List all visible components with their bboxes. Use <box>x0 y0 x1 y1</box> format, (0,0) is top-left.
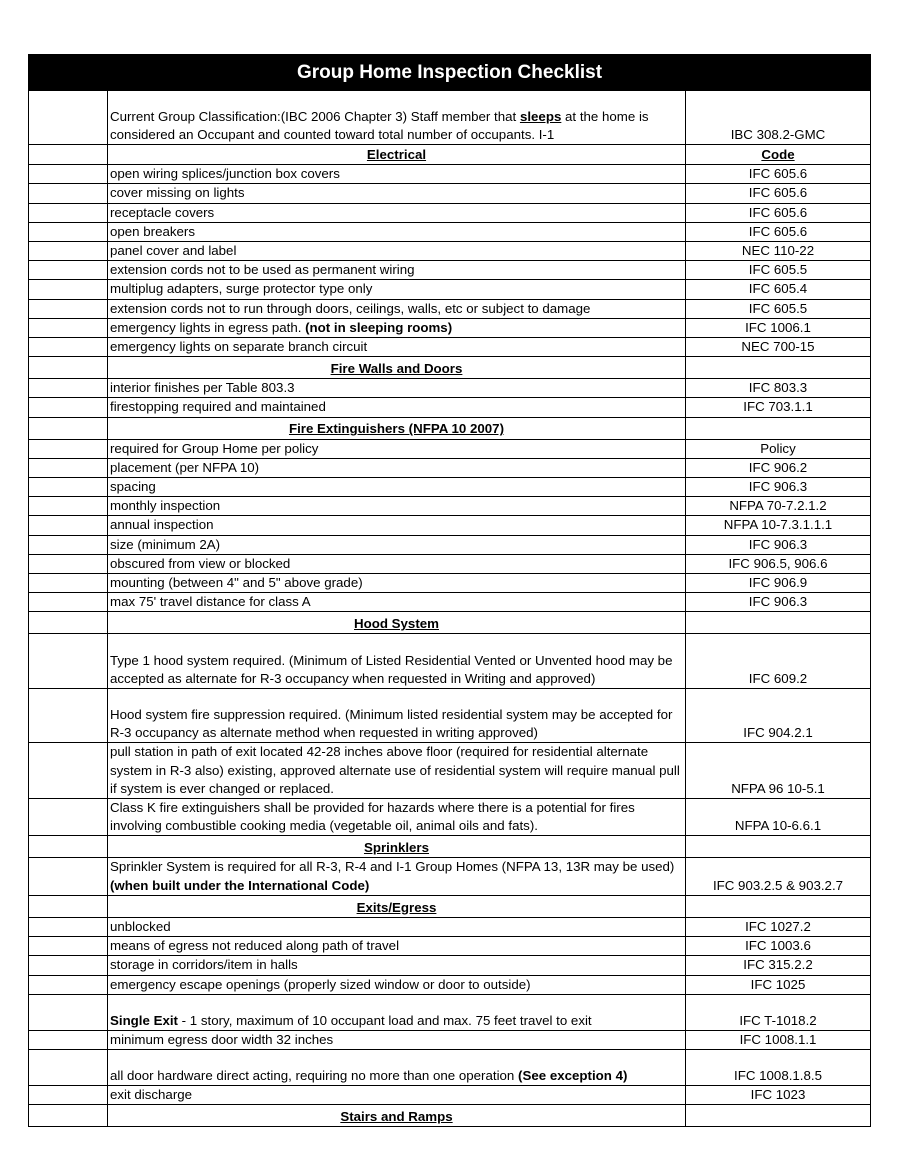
item-code: IFC 903.2.5 & 903.2.7 <box>686 858 871 895</box>
item-text: max 75' travel distance for class A <box>108 593 686 612</box>
item-code: IFC 906.3 <box>686 593 871 612</box>
table-row <box>29 975 871 994</box>
section-header-electrical <box>29 145 871 165</box>
checklist-sheet <box>28 54 871 1127</box>
item-text: multiplug adapters, surge protector type only <box>108 280 686 299</box>
item-code: IFC 605.4 <box>686 280 871 299</box>
item-text: means of egress not reduced along path of travel <box>108 937 686 956</box>
item-code: IFC 609.2 <box>686 634 871 689</box>
section-header-hood <box>29 612 871 634</box>
table-row <box>29 994 871 1030</box>
item-code: IFC 1027.2 <box>686 917 871 936</box>
extinguishers-header: Fire Extinguishers (NFPA 10 2007) <box>108 417 686 439</box>
item-text: size (minimum 2A) <box>108 535 686 554</box>
item-text: unblocked <box>108 917 686 936</box>
classification-text: Current Group Classification:(IBC 2006 Chapter 3) Staff member that sleeps at the home is considered an Occupant and counted toward total number of occupants. I-1 <box>108 91 686 145</box>
item-code: IFC 1008.1.1 <box>686 1030 871 1049</box>
table-row <box>29 535 871 554</box>
classification-code: IBC 308.2-GMC <box>686 91 871 145</box>
item-code: NFPA 10-6.6.1 <box>686 799 871 836</box>
section-header-stairs <box>29 1105 871 1127</box>
item-code: IFC 605.5 <box>686 299 871 318</box>
section-header-extinguishers <box>29 417 871 439</box>
item-text: Single Exit - 1 story, maximum of 10 occupant load and max. 75 feet travel to exit <box>108 994 686 1030</box>
table-row <box>29 689 871 743</box>
item-text: exit discharge <box>108 1085 686 1104</box>
item-text: monthly inspection <box>108 497 686 516</box>
item-text: spacing <box>108 478 686 497</box>
table-row <box>29 937 871 956</box>
item-text: emergency escape openings (properly sized window or door to outside) <box>108 975 686 994</box>
item-text: Sprinkler System is required for all R-3, R-4 and I-1 Group Homes (NFPA 13, 13R may be used) (when built under the International Code) <box>108 858 686 895</box>
item-text: open breakers <box>108 222 686 241</box>
exits-header: Exits/Egress <box>108 895 686 917</box>
table-row <box>29 1085 871 1104</box>
item-code: NFPA 70-7.2.1.2 <box>686 497 871 516</box>
item-code: IFC T-1018.2 <box>686 994 871 1030</box>
item-text: Type 1 hood system required. (Minimum of Listed Residential Vented or Unvented hood may be accepted as alternate for R-3 occupancy when requested in Writing and approved) <box>108 634 686 689</box>
item-code: IFC 906.5, 906.6 <box>686 554 871 573</box>
item-text: extension cords not to be used as permanent wiring <box>108 261 686 280</box>
item-code: IFC 906.3 <box>686 478 871 497</box>
item-text: emergency lights in egress path. (not in sleeping rooms) <box>108 318 686 337</box>
table-row <box>29 516 871 535</box>
item-code: IFC 605.6 <box>686 165 871 184</box>
table-row <box>29 743 871 799</box>
table-row <box>29 593 871 612</box>
item-text: pull station in path of exit located 42-28 inches above floor (required for residential alternate system in R-3 also) existing, approved alternate use of residential system will require manual pull if system is ever changed or replaced. <box>108 743 686 799</box>
item-text: firestopping required and maintained <box>108 398 686 417</box>
item-text: panel cover and label <box>108 242 686 261</box>
item-code: IFC 605.5 <box>686 261 871 280</box>
table-row <box>29 478 871 497</box>
table-row <box>29 1049 871 1085</box>
item-code: IFC 904.2.1 <box>686 689 871 743</box>
item-code: IFC 1025 <box>686 975 871 994</box>
item-code: IFC 703.1.1 <box>686 398 871 417</box>
item-code: Policy <box>686 439 871 458</box>
item-code: IFC 906.2 <box>686 458 871 477</box>
item-text: interior finishes per Table 803.3 <box>108 379 686 398</box>
table-row <box>29 299 871 318</box>
code-column-header: Code <box>686 145 871 165</box>
item-code: IFC 906.3 <box>686 535 871 554</box>
item-code: IFC 1023 <box>686 1085 871 1104</box>
classification-row <box>29 91 871 145</box>
item-text: open wiring splices/junction box covers <box>108 165 686 184</box>
sprinklers-header: Sprinklers <box>108 836 686 858</box>
table-row <box>29 222 871 241</box>
item-text: obscured from view or blocked <box>108 554 686 573</box>
item-code: IFC 1003.6 <box>686 937 871 956</box>
hood-header: Hood System <box>108 612 686 634</box>
electrical-header: Electrical <box>108 145 686 165</box>
table-row <box>29 261 871 280</box>
item-text: minimum egress door width 32 inches <box>108 1030 686 1049</box>
fire-walls-header: Fire Walls and Doors <box>108 357 686 379</box>
table-row <box>29 497 871 516</box>
item-text: required for Group Home per policy <box>108 439 686 458</box>
item-text: storage in corridors/item in halls <box>108 956 686 975</box>
item-text: all door hardware direct acting, requiring no more than one operation (See exception 4) <box>108 1049 686 1085</box>
table-row <box>29 398 871 417</box>
item-text: annual inspection <box>108 516 686 535</box>
item-code: NEC 700-15 <box>686 338 871 357</box>
item-text: mounting (between 4" and 5" above grade) <box>108 574 686 593</box>
item-code: IFC 1006.1 <box>686 318 871 337</box>
item-text: extension cords not to run through doors, ceilings, walls, etc or subject to damage <box>108 299 686 318</box>
table-row <box>29 379 871 398</box>
table-row <box>29 1030 871 1049</box>
section-header-sprinklers <box>29 836 871 858</box>
item-text: Hood system fire suppression required. (Minimum listed residential system may be accepted for R-3 occupancy as alternate method when requested in writing approved) <box>108 689 686 743</box>
item-text: receptacle covers <box>108 203 686 222</box>
table-row <box>29 318 871 337</box>
item-code: NFPA 96 10-5.1 <box>686 743 871 799</box>
item-text: Class K fire extinguishers shall be provided for hazards where there is a potential for fires involving combustible cooking media (vegetable oil, animal oils and fats). <box>108 799 686 836</box>
item-code: IFC 315.2.2 <box>686 956 871 975</box>
table-row <box>29 458 871 477</box>
item-code: NFPA 10-7.3.1.1.1 <box>686 516 871 535</box>
table-row <box>29 917 871 936</box>
table-row <box>29 439 871 458</box>
table-row <box>29 338 871 357</box>
item-code: NEC 110-22 <box>686 242 871 261</box>
page-title: Group Home Inspection Checklist <box>28 54 871 90</box>
item-code: IFC 605.6 <box>686 203 871 222</box>
item-code: IFC 605.6 <box>686 222 871 241</box>
table-row <box>29 574 871 593</box>
table-row <box>29 184 871 203</box>
item-text: placement (per NFPA 10) <box>108 458 686 477</box>
item-code: IFC 605.6 <box>686 184 871 203</box>
item-code: IFC 906.9 <box>686 574 871 593</box>
item-code: IFC 803.3 <box>686 379 871 398</box>
section-header-fire-walls <box>29 357 871 379</box>
table-row <box>29 799 871 836</box>
section-header-exits <box>29 895 871 917</box>
table-row <box>29 242 871 261</box>
table-row <box>29 554 871 573</box>
table-row <box>29 634 871 689</box>
checklist-table <box>28 90 871 1127</box>
table-row <box>29 165 871 184</box>
item-code: IFC 1008.1.8.5 <box>686 1049 871 1085</box>
table-row <box>29 956 871 975</box>
item-text: emergency lights on separate branch circuit <box>108 338 686 357</box>
stairs-header: Stairs and Ramps <box>108 1105 686 1127</box>
item-text: cover missing on lights <box>108 184 686 203</box>
table-row <box>29 858 871 895</box>
table-row <box>29 280 871 299</box>
table-row <box>29 203 871 222</box>
